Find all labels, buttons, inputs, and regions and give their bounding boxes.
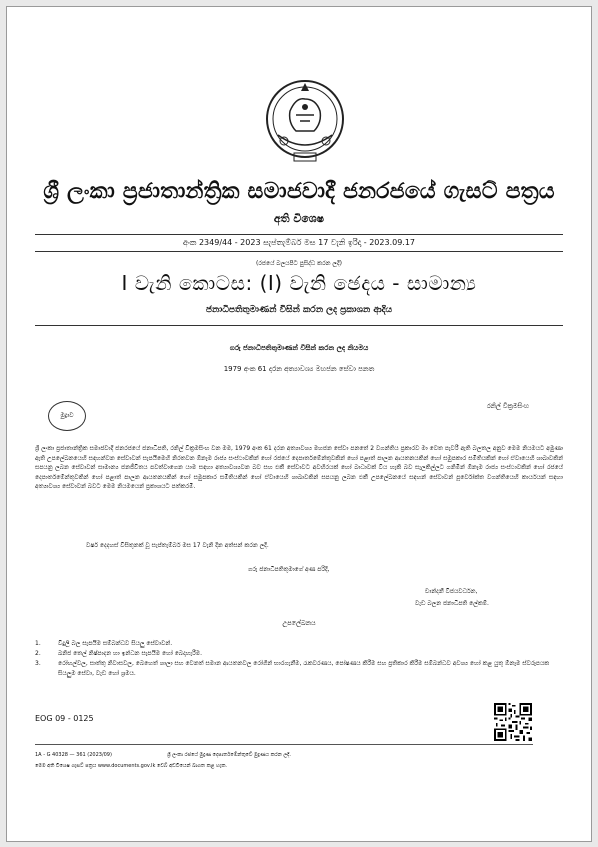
issue-line: අංක 2349/44 - 2023 සැප්තැම්බර් මස 17 වැනි ඉරිදා - 2023.09.17 <box>182 238 416 247</box>
act-title: 1979 අංක 61 දරන අත්‍යාවශ්‍ය මහජන සේවා පනත <box>223 365 375 373</box>
order-body: ශ්‍රී ලංකා ප්‍රජාතාන්ත්‍රික සමාජවාදී ජනරජයේ ජනාධිපති, රනිල් වික්‍රමසිංහ වන මම, 1979 අංක 61 දරන අත්‍යාවශ්‍ය මහජන සේවා පනතේ 2 වගන්තිය ප්‍රකාරව මා වෙත පැවරී ඇති බලතල අනුව මෙම නියමයට අමුණා ඇති උපලේඛනයෙහි සඳහන්වන සේවාවන් සැපයීමෙහි නිරතවන ඕනෑම රාජ්‍ය සංස්ථාවකින් හෝ රජයේ දෙපාර්තමේන්තුවකින් හෝ පළාත් පාලන ආයතනයකින් හෝ සමුපකාර සමිතියකින් හෝ ඒවායෙහි ශාඛාවකින් සපයනු ලබන සේවාවන් සාමාන්‍ය ජනජීවිතය පවත්වාගෙන යාම සඳහා අත්‍යාවශ්‍යවන බව සහ එකී සේවාවට අවහිරයක් හෝ බාධාවක් විය හැකි බව සැලකිල්ලට ගනිමින් ඕනෑම රාජ්‍ය සංස්ථාවකින් හෝ රජයේ දෙපාර්තමේන්තුවකින් හෝ පළාත් පාලන ආයතනයකින් හෝ සමුපකාර සමිතියකින් හෝ ඒවායෙහි ශාඛාවකින් සපයනු ලබන එකී උපලේඛනයේ සඳහන් සේවාවන් පූර්වෝක්ත වගන්තියෙහි කාර්යයන් සඳහා අත්‍යාවශ්‍ය සේවාවන් බවට මෙම නියමයෙන් ප්‍රකාශයට පත්කරමි. <box>35 445 563 491</box>
gazette-subtitle: අති විශෙෂ <box>273 212 325 225</box>
list-item <box>35 659 563 679</box>
divider <box>35 251 563 252</box>
signed-date-line: වර්ෂ දෙදහස් විසිතුනක් වූ සැප්තැම්බර් මස 17 වැනි දින අත්සන් කරන ලදී. <box>86 542 269 549</box>
website-note: මෙම අති විශෙෂ ගැසට් පත්‍රය www.documents.gov.lk වෙබ් අඩවියෙන් බාගත කළ හැක. <box>35 763 228 769</box>
divider <box>35 325 563 326</box>
by-order-line: ගරු ජනාධිපතිතුමාගේ අණ පරිදි, <box>248 566 330 573</box>
list-item <box>35 639 563 649</box>
item-text: රෝහල්වල, සාත්තු නිවාසවල, බෙහෙත් ශාලා සහ වෙනත් සමාන ආයතනවල රෝගීන් භාරගැනීම, රැකවරණය, පෝෂණය කිරීම සහ ප්‍රතිකාර කිරීම සම්බන්ධව අවශ්‍ය හෝ කළ යුතු ඕනෑම ස්වරූපයක සියලුම සේවා, වැඩ හෝ ශ්‍රමය. <box>58 660 550 677</box>
item-number: 2. <box>35 650 41 657</box>
order-heading: ගරු ජනාධිපතිතුමාණන් විසින් කරන ලද නියමය <box>229 344 369 352</box>
print-reference: 1A - G 40328 — 361 (2023/09) <box>35 752 112 758</box>
schedule-heading: උපලේඛනය <box>282 619 316 627</box>
schedule-list <box>35 639 563 679</box>
qr-code-icon <box>494 703 532 741</box>
divider <box>35 234 563 235</box>
president-signature: රනිල් වික්‍රමසිංහ <box>486 402 529 410</box>
item-text: ඛනිජ තෙල් නිෂ්පාදන හා ඉන්ධන සැපයීම හෝ බෙදාහැරීම. <box>58 650 203 657</box>
national-emblem-icon <box>260 75 350 167</box>
footer-divider <box>35 744 533 745</box>
secretary-name: චාන්දනී විජයවර්ධන, <box>425 588 478 595</box>
seal-stamp: මුද්‍රාව <box>48 401 86 431</box>
item-number: 1. <box>35 640 41 647</box>
eog-code: EOG 09 - 0125 <box>35 714 94 723</box>
item-text: විදුලි බල සැපයීම සම්බන්ධව සියලු සේවාවන්. <box>58 640 173 647</box>
list-item <box>35 649 563 659</box>
part-heading: I වැනි කොටස: (I) වැනි ඡෙදය - සාමාන්‍ය <box>121 271 477 295</box>
part-subheading: ජනාධිපතිතුමාණන් විසින් කරන ලද ප්‍රකාශන ආදිය <box>205 305 393 315</box>
item-number: 3. <box>35 660 41 667</box>
gazette-title: ශ්‍රී ලංකා ප්‍රජාතාන්ත්‍රික සමාජවාදී ජනරජයේ ගැසට් පත්‍රය <box>43 179 555 204</box>
secretary-title: වැඩ බලන ජනාධිපති ලේකම්. <box>415 600 489 607</box>
gazette-page <box>6 6 592 842</box>
printer-note: ශ්‍රී ලංකා රජයේ මුද්‍රණ දෙපාර්තමේන්තුවේ මුද්‍රණය කරන ලදී. <box>167 752 291 758</box>
authority-line: (රජයේ බලයපිට පුසිද්ධ කරන ලදී) <box>255 260 343 267</box>
